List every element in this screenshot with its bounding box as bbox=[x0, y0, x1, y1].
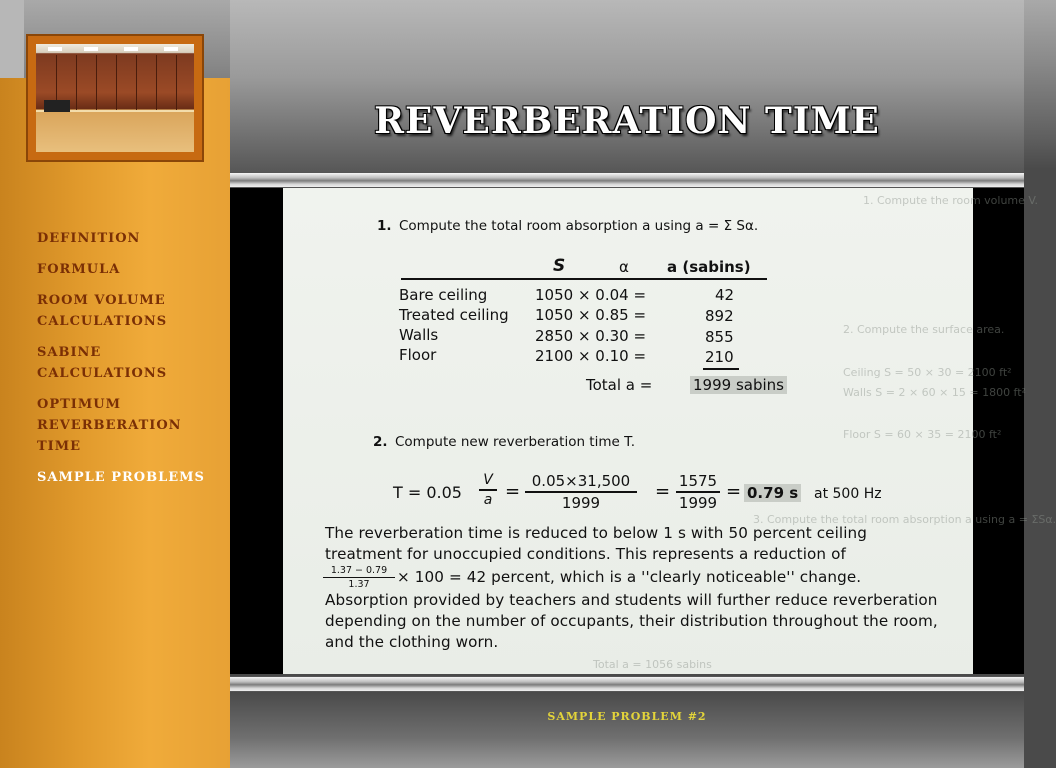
row-name: Bare ceiling bbox=[399, 286, 488, 304]
para-line: × 100 = 42 percent, which is a ''clearly noticeable'' change. bbox=[397, 568, 862, 586]
nav-item-sample-problems[interactable]: SAMPLE PROBLEMS bbox=[37, 470, 205, 485]
row-name: Floor bbox=[399, 346, 437, 364]
row-name: Walls bbox=[399, 326, 439, 344]
eq-a: a bbox=[483, 492, 493, 508]
para-line: and the clothing worn. bbox=[325, 633, 499, 651]
eq-tail: at 500 Hz bbox=[814, 486, 882, 502]
eq-f2-den: 1999 bbox=[678, 494, 718, 512]
eq-fraction-1 bbox=[525, 472, 637, 512]
eq-v-over-a bbox=[479, 472, 497, 508]
eq-equals: = bbox=[726, 481, 742, 502]
reduction-den: 1.37 bbox=[348, 579, 370, 590]
room-photo-frame bbox=[26, 34, 204, 162]
para-line: treatment for unoccupied conditions. This represents a reduction of bbox=[325, 545, 846, 563]
wall-panel bbox=[116, 55, 117, 110]
wall-panel bbox=[176, 55, 177, 110]
bottom-divider bbox=[230, 676, 1024, 692]
light-fixture bbox=[164, 47, 178, 51]
ghost-text: Ceiling S = 50 × 30 = 2100 ft² bbox=[843, 366, 1012, 379]
ghost-text: Total a = 1056 sabins bbox=[593, 658, 712, 671]
row-calc: 1050 × 0.85 = bbox=[535, 306, 647, 324]
row-calc: 1050 × 0.04 = bbox=[535, 286, 647, 304]
piano-shape bbox=[44, 100, 70, 112]
top-divider bbox=[230, 172, 1024, 188]
para-line: The reverberation time is reduced to below 1 s with 50 percent ceiling bbox=[325, 524, 868, 542]
total-label: Total a = bbox=[586, 376, 653, 394]
eq-equals: = bbox=[505, 481, 521, 502]
wall-panel bbox=[96, 55, 97, 110]
step1-number: 1. bbox=[377, 218, 392, 234]
header-s: S bbox=[553, 256, 566, 276]
eq-f1-num: 0.05×31,500 bbox=[531, 472, 631, 490]
eq-equals: = bbox=[655, 481, 671, 502]
slide-title: REVERBERATION TIME bbox=[374, 100, 880, 142]
row-value: 210 bbox=[705, 348, 734, 366]
ghost-text: Walls S = 2 × 60 × 15 = 1800 ft² bbox=[843, 386, 1026, 399]
frac-bar bbox=[525, 491, 637, 493]
light-fixture bbox=[84, 47, 98, 51]
eq-f1-den: 1999 bbox=[561, 494, 601, 512]
eq-result: 0.79 s bbox=[744, 484, 801, 502]
ghost-text: Floor S = 60 × 35 = 2100 ft² bbox=[843, 428, 1002, 441]
eq-fraction-2 bbox=[676, 472, 720, 512]
total-value: 1999 sabins bbox=[690, 376, 787, 394]
eq-v: V bbox=[483, 472, 493, 488]
header-alpha: α bbox=[619, 258, 629, 276]
wall-panel bbox=[136, 55, 137, 110]
ghost-text: 3. Compute the total room absorption a using a = ΣSα. bbox=[753, 513, 1056, 526]
row-value: 855 bbox=[705, 328, 734, 346]
eq-f2-num: 1575 bbox=[678, 472, 718, 490]
header-background bbox=[230, 0, 1024, 172]
reduction-num: 1.37 − 0.79 bbox=[330, 565, 388, 576]
nav-item-formula[interactable]: FORMULA bbox=[37, 262, 121, 277]
sidebar-top-strip bbox=[0, 0, 24, 78]
nav-item-optimum-reverberation-time[interactable]: OPTIMUM REVERBERATION TIME bbox=[37, 397, 182, 454]
sidebar-nav bbox=[37, 228, 227, 498]
nav-item-room-volume-calculations[interactable]: ROOM VOLUME CALCULATIONS bbox=[37, 293, 168, 329]
para-line: Absorption provided by teachers and students will further reduce reverberation bbox=[325, 591, 938, 609]
frac-bar bbox=[479, 489, 497, 491]
step1-text: Compute the total room absorption a using a = Σ Sα. bbox=[399, 218, 759, 234]
step2-number: 2. bbox=[373, 434, 388, 450]
wall-panel bbox=[76, 55, 77, 110]
problem-scan bbox=[283, 188, 1056, 674]
sum-rule bbox=[703, 368, 739, 370]
ghost-text: 2. Compute the surface area. bbox=[843, 323, 1005, 336]
row-calc: 2100 × 0.10 = bbox=[535, 347, 647, 365]
row-calc: 2850 × 0.30 = bbox=[535, 327, 647, 345]
row-name: Treated ceiling bbox=[399, 306, 509, 324]
step2-text: Compute new reverberation time T. bbox=[395, 434, 636, 450]
wall-panel bbox=[156, 55, 157, 110]
table-rule bbox=[401, 278, 767, 280]
header-a: a (sabins) bbox=[667, 258, 751, 276]
nav-item-sabine-calculations[interactable]: SABINE CALCULATIONS bbox=[37, 345, 168, 381]
eq-lhs: T = 0.05 bbox=[393, 483, 462, 502]
nav-item-definition[interactable]: DEFINITION bbox=[37, 231, 141, 246]
light-fixture bbox=[124, 47, 138, 51]
light-fixture bbox=[48, 47, 62, 51]
reduction-fraction bbox=[323, 565, 395, 590]
slide-footer: SAMPLE PROBLEM #2 bbox=[547, 710, 707, 723]
frac-bar bbox=[676, 491, 720, 493]
frac-bar bbox=[323, 577, 395, 578]
footer-background bbox=[230, 692, 1024, 768]
row-value: 892 bbox=[705, 307, 734, 325]
row-value: 42 bbox=[715, 286, 735, 304]
room-photo bbox=[36, 44, 194, 152]
ghost-text: 1. Compute the room volume V. bbox=[863, 194, 1039, 207]
para-line: depending on the number of occupants, their distribution throughout the room, bbox=[325, 612, 938, 630]
